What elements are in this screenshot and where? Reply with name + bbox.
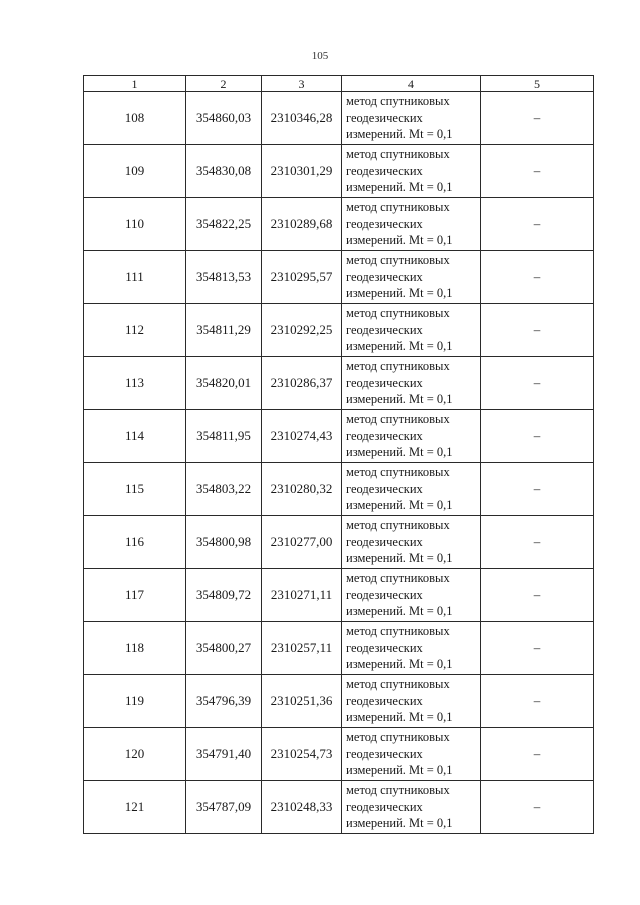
method-cell bbox=[342, 251, 481, 304]
method-cell bbox=[342, 410, 481, 463]
method-text-line: геодезических bbox=[346, 110, 423, 125]
table-row bbox=[84, 410, 594, 463]
method-text-line: метод спутниковых bbox=[346, 783, 450, 798]
method-cell bbox=[342, 622, 481, 675]
point-number-cell: 118 bbox=[84, 622, 186, 675]
x-coordinate-cell: 354800,98 bbox=[186, 516, 262, 569]
method-text-line: метод спутниковых bbox=[346, 518, 450, 533]
table-row bbox=[84, 675, 594, 728]
point-number-cell: 119 bbox=[84, 675, 186, 728]
table-row bbox=[84, 357, 594, 410]
point-number-cell: 109 bbox=[84, 145, 186, 198]
page-number: 105 bbox=[311, 50, 329, 62]
note-cell: – bbox=[481, 198, 594, 251]
point-number-cell: 111 bbox=[84, 251, 186, 304]
y-coordinate-cell: 2310292,25 bbox=[262, 304, 342, 357]
point-number-cell: 112 bbox=[84, 304, 186, 357]
note-cell: – bbox=[481, 92, 594, 145]
table-row bbox=[84, 728, 594, 781]
method-text-line: геодезических bbox=[346, 693, 423, 708]
method-text-line: измерений. Mt = 0,1 bbox=[346, 392, 453, 407]
point-number-cell: 121 bbox=[84, 781, 186, 834]
method-cell bbox=[342, 728, 481, 781]
method-text-line: геодезических bbox=[346, 799, 423, 814]
method-cell bbox=[342, 781, 481, 834]
method-text-line: измерений. Mt = 0,1 bbox=[346, 339, 453, 354]
column-header-5: 5 bbox=[481, 76, 594, 92]
table-header-row bbox=[84, 76, 594, 92]
method-text-line: метод спутниковых bbox=[346, 571, 450, 586]
method-cell bbox=[342, 92, 481, 145]
method-text-line: геодезических bbox=[346, 587, 423, 602]
method-text-line: метод спутниковых bbox=[346, 147, 450, 162]
point-number-cell: 108 bbox=[84, 92, 186, 145]
method-text-line: геодезических bbox=[346, 375, 423, 390]
y-coordinate-cell: 2310280,32 bbox=[262, 463, 342, 516]
table-row bbox=[84, 251, 594, 304]
method-cell bbox=[342, 463, 481, 516]
method-text-line: геодезических bbox=[346, 216, 423, 231]
note-cell: – bbox=[481, 145, 594, 198]
method-cell bbox=[342, 198, 481, 251]
table-row bbox=[84, 781, 594, 834]
method-text-line: метод спутниковых bbox=[346, 730, 450, 745]
method-text-line: измерений. Mt = 0,1 bbox=[346, 763, 453, 778]
table-row bbox=[84, 92, 594, 145]
y-coordinate-cell: 2310346,28 bbox=[262, 92, 342, 145]
method-cell bbox=[342, 569, 481, 622]
y-coordinate-cell: 2310286,37 bbox=[262, 357, 342, 410]
method-text-line: измерений. Mt = 0,1 bbox=[346, 657, 453, 672]
method-text-line: геодезических bbox=[346, 163, 423, 178]
table-row bbox=[84, 622, 594, 675]
note-cell: – bbox=[481, 728, 594, 781]
method-text-line: метод спутниковых bbox=[346, 412, 450, 427]
method-text-line: метод спутниковых bbox=[346, 253, 450, 268]
x-coordinate-cell: 354822,25 bbox=[186, 198, 262, 251]
table-row bbox=[84, 569, 594, 622]
method-cell bbox=[342, 516, 481, 569]
method-text-line: геодезических bbox=[346, 322, 423, 337]
x-coordinate-cell: 354830,08 bbox=[186, 145, 262, 198]
x-coordinate-cell: 354800,27 bbox=[186, 622, 262, 675]
method-text-line: измерений. Mt = 0,1 bbox=[346, 286, 453, 301]
method-text-line: геодезических bbox=[346, 534, 423, 549]
note-cell: – bbox=[481, 357, 594, 410]
y-coordinate-cell: 2310289,68 bbox=[262, 198, 342, 251]
method-text-line: метод спутниковых bbox=[346, 306, 450, 321]
y-coordinate-cell: 2310271,11 bbox=[262, 569, 342, 622]
x-coordinate-cell: 354796,39 bbox=[186, 675, 262, 728]
x-coordinate-cell: 354820,01 bbox=[186, 357, 262, 410]
note-cell: – bbox=[481, 781, 594, 834]
method-text-line: измерений. Mt = 0,1 bbox=[346, 710, 453, 725]
note-cell: – bbox=[481, 569, 594, 622]
note-cell: – bbox=[481, 675, 594, 728]
x-coordinate-cell: 354811,29 bbox=[186, 304, 262, 357]
x-coordinate-cell: 354809,72 bbox=[186, 569, 262, 622]
y-coordinate-cell: 2310257,11 bbox=[262, 622, 342, 675]
method-text-line: геодезических bbox=[346, 481, 423, 496]
column-header-1: 1 bbox=[84, 76, 186, 92]
point-number-cell: 113 bbox=[84, 357, 186, 410]
table-row bbox=[84, 463, 594, 516]
table-row bbox=[84, 145, 594, 198]
coordinates-table bbox=[83, 75, 594, 834]
column-header-3: 3 bbox=[262, 76, 342, 92]
method-text-line: измерений. Mt = 0,1 bbox=[346, 180, 453, 195]
x-coordinate-cell: 354791,40 bbox=[186, 728, 262, 781]
x-coordinate-cell: 354803,22 bbox=[186, 463, 262, 516]
method-text-line: метод спутниковых bbox=[346, 624, 450, 639]
y-coordinate-cell: 2310274,43 bbox=[262, 410, 342, 463]
note-cell: – bbox=[481, 410, 594, 463]
method-cell bbox=[342, 675, 481, 728]
point-number-cell: 115 bbox=[84, 463, 186, 516]
method-text-line: геодезических bbox=[346, 746, 423, 761]
point-number-cell: 116 bbox=[84, 516, 186, 569]
method-text-line: геодезических bbox=[346, 428, 423, 443]
y-coordinate-cell: 2310295,57 bbox=[262, 251, 342, 304]
point-number-cell: 110 bbox=[84, 198, 186, 251]
method-text-line: измерений. Mt = 0,1 bbox=[346, 127, 453, 142]
point-number-cell: 120 bbox=[84, 728, 186, 781]
y-coordinate-cell: 2310254,73 bbox=[262, 728, 342, 781]
y-coordinate-cell: 2310251,36 bbox=[262, 675, 342, 728]
method-text-line: геодезических bbox=[346, 269, 423, 284]
column-header-4: 4 bbox=[342, 76, 481, 92]
note-cell: – bbox=[481, 304, 594, 357]
table-row bbox=[84, 304, 594, 357]
table-body bbox=[84, 92, 594, 834]
note-cell: – bbox=[481, 463, 594, 516]
point-number-cell: 117 bbox=[84, 569, 186, 622]
method-text-line: измерений. Mt = 0,1 bbox=[346, 498, 453, 513]
method-cell bbox=[342, 145, 481, 198]
note-cell: – bbox=[481, 251, 594, 304]
column-header-2: 2 bbox=[186, 76, 262, 92]
y-coordinate-cell: 2310301,29 bbox=[262, 145, 342, 198]
method-text-line: метод спутниковых bbox=[346, 200, 450, 215]
note-cell: – bbox=[481, 516, 594, 569]
method-text-line: измерений. Mt = 0,1 bbox=[346, 551, 453, 566]
method-cell bbox=[342, 304, 481, 357]
x-coordinate-cell: 354813,53 bbox=[186, 251, 262, 304]
method-text-line: геодезических bbox=[346, 640, 423, 655]
method-text-line: измерений. Mt = 0,1 bbox=[346, 445, 453, 460]
method-cell bbox=[342, 357, 481, 410]
table-row bbox=[84, 516, 594, 569]
table-row bbox=[84, 198, 594, 251]
x-coordinate-cell: 354787,09 bbox=[186, 781, 262, 834]
method-text-line: метод спутниковых bbox=[346, 465, 450, 480]
point-number-cell: 114 bbox=[84, 410, 186, 463]
method-text-line: метод спутниковых bbox=[346, 677, 450, 692]
method-text-line: измерений. Mt = 0,1 bbox=[346, 233, 453, 248]
method-text-line: метод спутниковых bbox=[346, 359, 450, 374]
x-coordinate-cell: 354860,03 bbox=[186, 92, 262, 145]
x-coordinate-cell: 354811,95 bbox=[186, 410, 262, 463]
method-text-line: измерений. Mt = 0,1 bbox=[346, 816, 453, 831]
note-cell: – bbox=[481, 622, 594, 675]
y-coordinate-cell: 2310277,00 bbox=[262, 516, 342, 569]
method-text-line: метод спутниковых bbox=[346, 94, 450, 109]
method-text-line: измерений. Mt = 0,1 bbox=[346, 604, 453, 619]
y-coordinate-cell: 2310248,33 bbox=[262, 781, 342, 834]
